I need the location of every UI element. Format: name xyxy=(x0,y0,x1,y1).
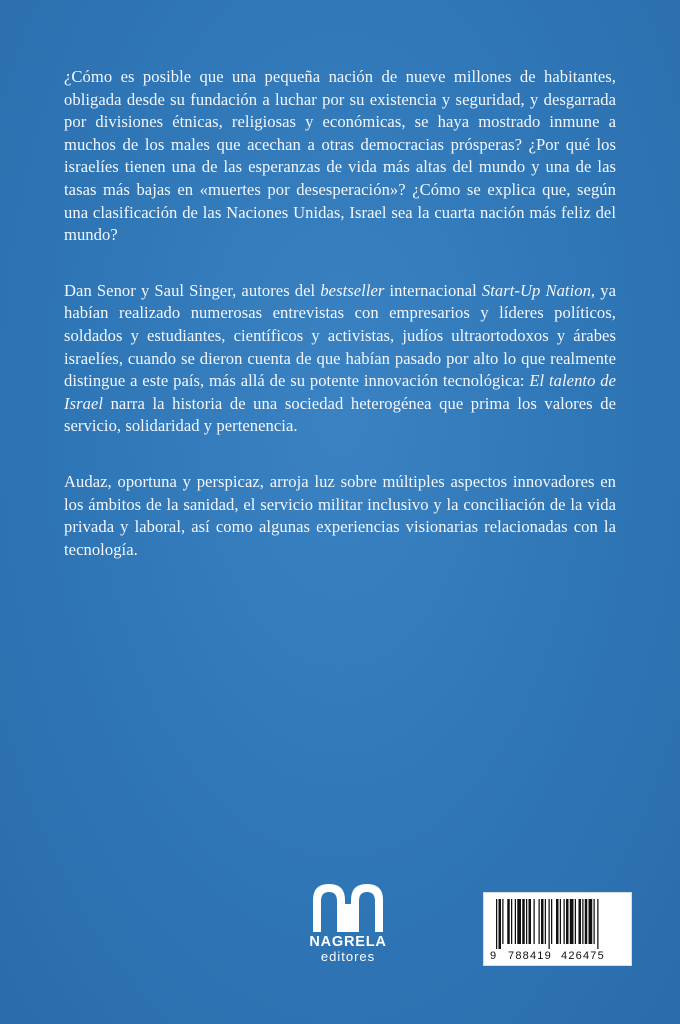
barcode-last-digits: 426475 xyxy=(561,950,605,962)
bestseller-italic: bestseller xyxy=(320,280,385,300)
blurb-paragraph-2-part1: Dan Senor y Saul Singer, autores del xyxy=(64,280,321,300)
book-title-italic: El talento de Israel xyxy=(64,371,616,413)
barcode-bars xyxy=(484,893,631,953)
blurb-paragraph-2-part4: narra la historia de una sociedad heterogénea que prima los valores de servicio, solidaridad y pertenencia. xyxy=(64,393,616,436)
blurb-paragraph-1: ¿Cómo es posible que una pequeña nación de nueve millones de habitantes, obligada desde su fundación a luchar por su existencia y seguridad, y desgarrada por divisiones étnicas, religiosas y económicas, se haya mostrado inmune a muchos de los males que acechan a otras democracias prósperas? ¿Por qué los israelíes tienen una de las esperanzas de vida más altas del mundo y una de las tasas más bajas en «muertes por desesperación»? ¿Cómo se explica que, según una clasificación de las Naciones Unidas, Israel sea la cuarta nación más feliz del mundo? xyxy=(64,67,616,245)
blurb-paragraph-2-part3: ya habían realizado numerosas entrevistas con empresarios y líderes políticos, soldados y estudiantes, científicos y activistas, judíos ultraortodoxos y árabes israelíes, cuando se dieron cuenta de que habían pasado por alto lo que realmente distingue a este país, más allá de su potente innovación tecnológica: xyxy=(64,280,616,391)
blurb-paragraph-2 xyxy=(64,280,616,438)
start-up-nation-title: Start-Up Nation, xyxy=(481,280,596,300)
isbn-barcode xyxy=(483,892,632,966)
blurb-paragraph-2-part2: internacional xyxy=(384,280,482,300)
publisher-logo xyxy=(288,880,408,970)
publisher-subtitle: editores xyxy=(320,949,376,964)
nagrela-arches-logo-icon xyxy=(311,880,385,932)
barcode-first-digit: 9 xyxy=(490,950,498,962)
blurb-paragraph-3: Audaz, oportuna y perspicaz, arroja luz sobre múltiples aspectos innovadores en los ámbitos de la sanidad, el servicio militar inclusivo y la conciliación de la vida privada y laboral, así como algunas experiencias visionarias relacionadas con la tecnología. xyxy=(64,471,616,559)
back-cover-blurb xyxy=(64,66,616,561)
barcode-middle-digits: 788419 xyxy=(508,950,552,962)
publisher-name: NAGRELA xyxy=(309,934,387,950)
